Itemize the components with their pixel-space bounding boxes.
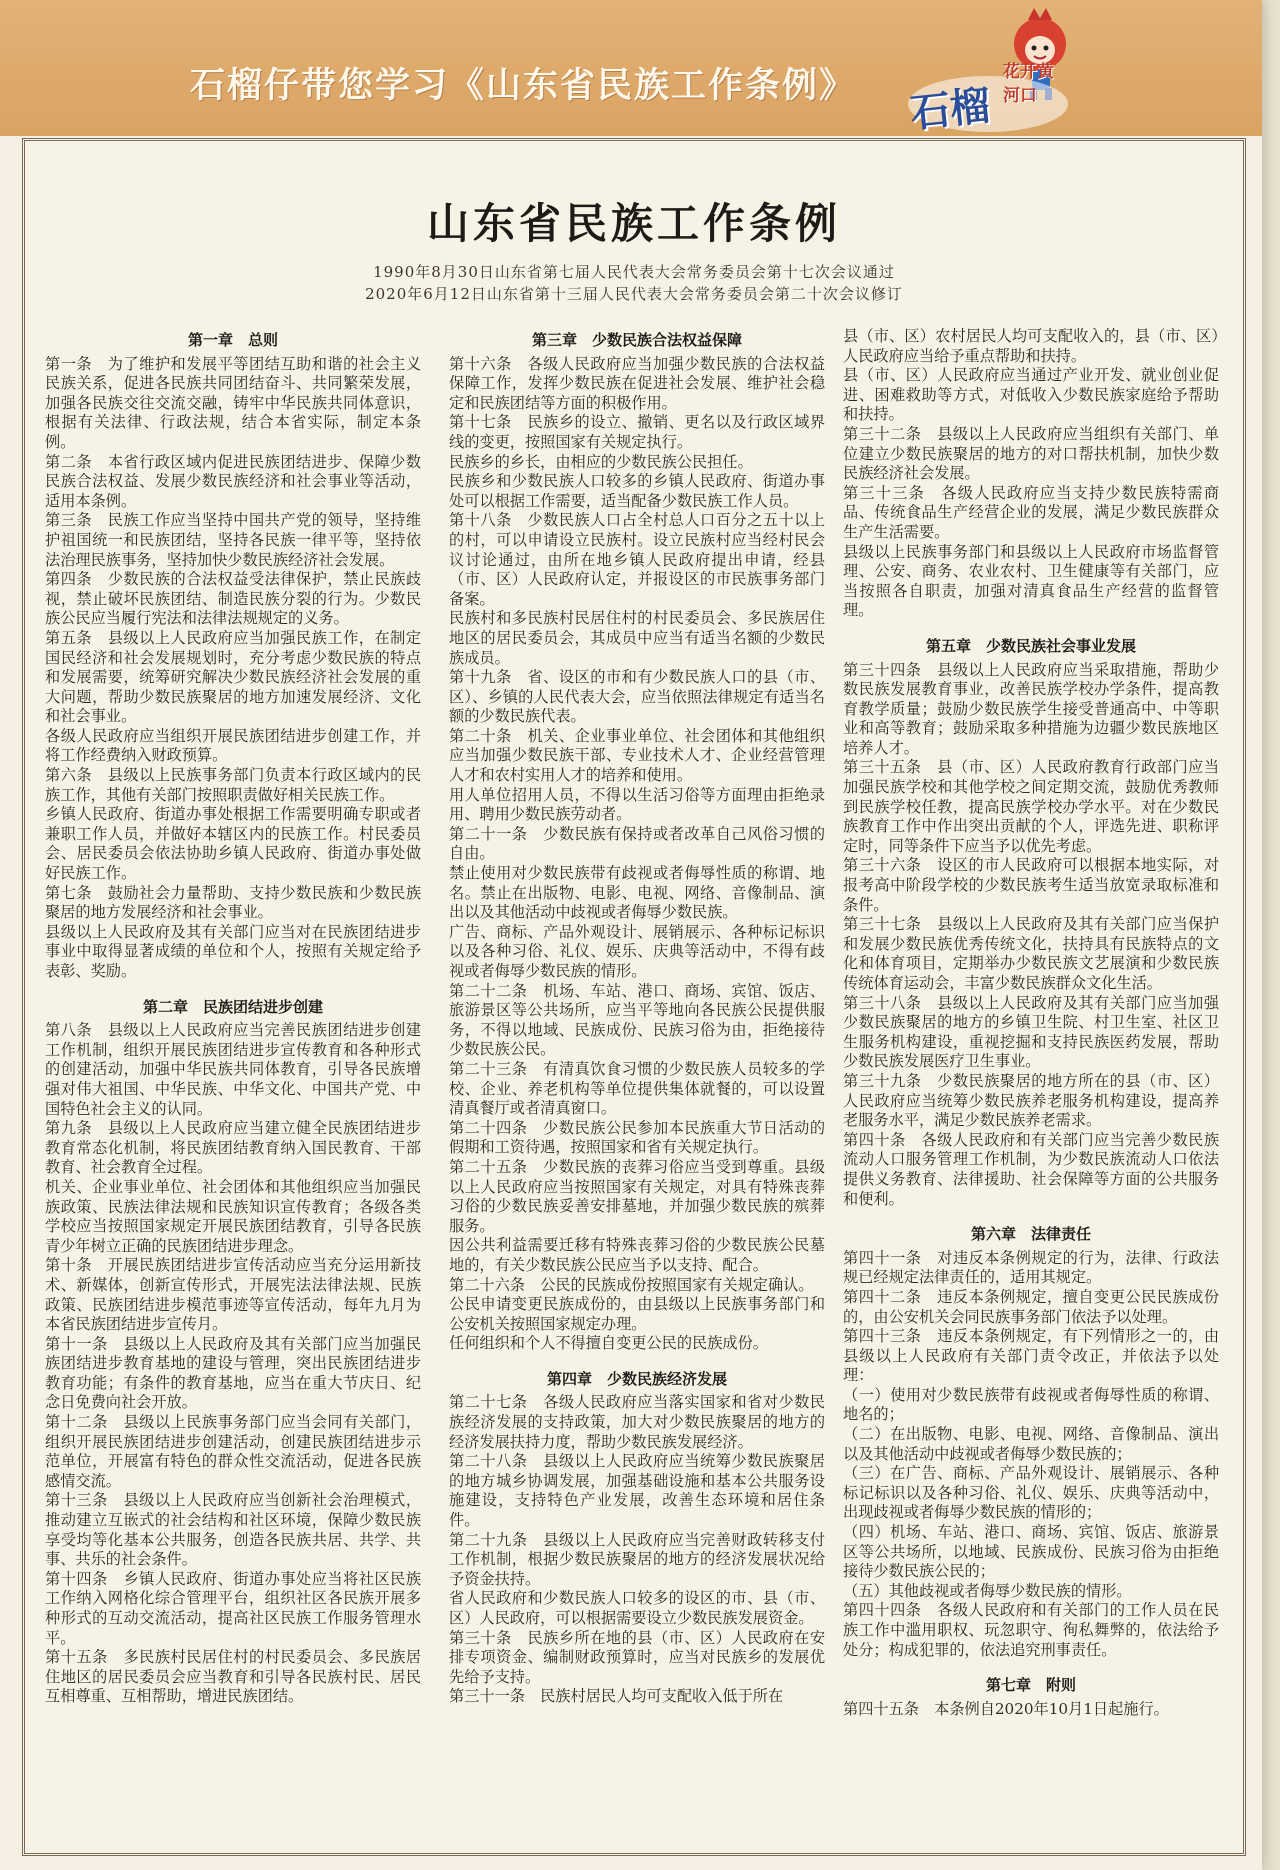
article-paragraph: 广告、商标、产品外观设计、展销展示、各种标记标识以及各种习俗、礼仪、娱乐、庆典等活动中，不得有歧视或者侮辱少数民族的情形。 (449, 922, 825, 980)
article-paragraph: 第二十一条 少数民族有保持或者改革自己风俗习惯的自由。 (449, 824, 825, 863)
document-board (22, 138, 1246, 1856)
article-paragraph: 第三十四条 县级以上人民政府应当采取措施，帮助少数民族发展教育事业，改善民族学校办学条件，提高教育教学质量；鼓励少数民族学生接受普通高中、中等职业和高等教育；鼓励采取多种措施为边疆少数民族地区培养人才。 (843, 660, 1219, 757)
article-paragraph: 县级以上人民政府及其有关部门应当对在民族团结进步事业中取得显著成绩的单位和个人，按照有关规定给予表彰、奖励。 (45, 922, 421, 980)
article-paragraph: 第四十一条 对违反本条例规定的行为，法律、行政法规已经规定法律责任的，适用其规定。 (843, 1248, 1219, 1287)
article-paragraph: （五）其他歧视或者侮辱少数民族的情形。 (843, 1581, 1132, 1600)
article-paragraph: 第十二条 县级以上民族事务部门应当会同有关部门，组织开展民族团结进步创建活动，创建民族团结进步示范单位，开展富有特色的群众性交流活动，促进各民族感情交流。 (45, 1413, 421, 1490)
article-paragraph: 第十九条 省、设区的市和有少数民族人口的县（市、区）、乡镇的人民代表大会，应当依照法律规定有适当名额的少数民族代表。 (449, 668, 825, 726)
article-paragraph: 第三十一条 民族村居民人均可支配收入低于所在 (449, 1687, 784, 1706)
article-paragraph: （四）机场、车站、港口、商场、宾馆、饭店、旅游景区等公共场所，以地域、民族成份、民族习俗为由拒绝接待少数民族公民的； (843, 1523, 1219, 1581)
article-paragraph: 第二十条 机关、企业事业单位、社会团体和其他组织应当加强少数民族干部、专业技术人才、企业经营管理人才和农村实用人才的培养和使用。 (449, 726, 825, 785)
article-paragraph: 第十七条 民族乡的设立、撤销、更名以及行政区域界线的变更，按照国家有关规定执行。 (449, 413, 825, 451)
article-paragraph: 第二条 本省行政区域内促进民族团结进步、保障少数民族合法权益、发展少数民族经济和社会事业等活动，适用本条例。 (45, 452, 421, 510)
article-paragraph: 第二十九条 县级以上人民政府应当完善财政转移支付工作机制，根据少数民族聚居的地方的经济发展状况给予资金扶持。 (449, 1530, 825, 1588)
article-paragraph: 第二十三条 有清真饮食习惯的少数民族人员较多的学校、企业、养老机构等单位提供集体就餐的，可以设置清真餐厅或者清真窗口。 (449, 1059, 825, 1118)
article-paragraph: 第七条 鼓励社会力量帮助、支持少数民族和少数民族聚居的地方发展经济和社会事业。 (45, 883, 421, 922)
article-paragraph: 省人民政府和少数民族人口较多的设区的市、县（市、区）人民政府，可以根据需要设立少数民族发展资金。 (449, 1589, 825, 1627)
logo-sub-text: 花开黄河口 (1003, 62, 1054, 106)
chapter-heading: 第六章 法律责任 (970, 1225, 1091, 1244)
text-column-1 (45, 327, 421, 1707)
article-paragraph: 第二十二条 机场、车站、港口、商场、宾馆、饭店、旅游景区等公共场所，应当平等地向各民族公民提供服务，不得以地域、民族成份、民族习俗为由，拒绝接待少数民族公民。 (449, 981, 825, 1059)
article-paragraph: 第四十二条 违反本条例规定，擅自变更公民民族成份的，由公安机关会同民族事务部门依法予以处理。 (843, 1287, 1219, 1326)
article-paragraph: 第一条 为了维护和发展平等团结互助和谐的社会主义民族关系，促进各民族共同团结奋斗、共同繁荣发展，加强各民族交往交流交融，铸牢中华民族共同体意识，根据有关法律、行政法规，结合本省实际，制定本条例。 (45, 354, 421, 451)
article-paragraph: 各级人民政府应当组织开展民族团结进步创建工作，并将工作经费纳入财政预算。 (45, 726, 421, 765)
article-paragraph: 第九条 县级以上人民政府应当建立健全民族团结进步教育常态化机制，将民族团结教育纳入国民教育、干部教育、社会教育全过程。 (45, 1119, 421, 1177)
article-paragraph: 县（市、区）农村居民人均可支配收入的，县（市、区）人民政府应当给予重点帮助和扶持。 (843, 327, 1219, 365)
article-paragraph: 第二十六条 公民的民族成份按照国家有关规定确认。 (449, 1275, 814, 1294)
document-subtitle-2: 2020年6月12日山东省第十三届人民代表大会常务委员会第二十次会议修订 (365, 285, 903, 303)
logo-main-text: 石榴 (908, 82, 993, 138)
article-paragraph: 第十条 开展民族团结进步宣传活动应当充分运用新技术、新媒体，创新宣传形式，开展宪法法律法规、民族政策、民族团结进步模范事迹等宣传活动，每年九月为本省民族团结进步宣传月。 (45, 1256, 421, 1334)
article-paragraph: 第四条 少数民族的合法权益受法律保护，禁止民族歧视，禁止破坏民族团结、制造民族分裂的行为。少数民族公民应当履行宪法和法律法规规定的义务。 (45, 570, 421, 628)
article-paragraph: 第五条 县级以上人民政府应当加强民族工作，在制定国民经济和社会发展规划时，充分考虑少数民族的特点和发展需要，统筹研究解决少数民族经济社会发展的重大问题，帮助少数民族聚居的地方加速发展经济、文化和社会事业。 (45, 628, 421, 726)
chapter-heading: 第三章 少数民族合法权益保障 (531, 331, 742, 349)
article-paragraph: 第十四条 乡镇人民政府、街道办事处应当将社区民族工作纳入网格化综合管理平台，组织社区各民族开展多种形式的互动交流活动，提高社区民族工作服务管理水平。 (45, 1569, 421, 1647)
chapter-heading: 第七章 附则 (985, 1676, 1076, 1695)
article-paragraph: 第六条 县级以上民族事务部门负责本行政区域内的民族工作，其他有关部门按照职责做好相关民族工作。 (45, 766, 421, 804)
article-paragraph: 第十三条 县级以上人民政府应当创新社会治理模式，推动建立互嵌式的社会结构和社区环境，保障少数民族享受均等化基本公共服务，创造各民族共居、共学、共事、共乐的社会条件。 (45, 1491, 421, 1569)
article-paragraph: 第四十条 各级人民政府和有关部门应当完善少数民族流动人口服务管理工作机制，为少数民族流动人口依法提供义务教育、法律援助、社会保障等方面的公共服务和便利。 (843, 1130, 1219, 1208)
article-paragraph: 公民申请变更民族成份的，由县级以上民族事务部门和公安机关按照国家规定办理。 (449, 1295, 825, 1333)
chapter-heading: 第二章 民族团结进步创建 (142, 997, 323, 1016)
article-paragraph: 第四十四条 各级人民政府和有关部门的工作人员在民族工作中滥用职权、玩忽职守、徇私舞弊的，依法给予处分；构成犯罪的，依法追究刑事责任。 (843, 1601, 1219, 1659)
article-paragraph: 乡镇人民政府、街道办事处根据工作需要明确专职或者兼职工作人员，并做好本辖区内的民族工作。村民委员会、居民委员会依法协助乡镇人民政府、街道办事处做好民族工作。 (45, 805, 421, 883)
article-paragraph: 第四十五条 本条例自2020年10月1日起施行。 (843, 1699, 1169, 1718)
article-paragraph: 县（市、区）人民政府应当通过产业开发、就业创业促进、困难救助等方式，对低收入少数民族家庭给予帮助和扶持。 (843, 366, 1219, 424)
header-banner (0, 0, 1262, 136)
article-paragraph: 任何组织和个人不得擅自变更公民的民族成份。 (449, 1334, 768, 1353)
mascot-logo (908, 8, 1078, 136)
article-paragraph: 第二十四条 少数民族公民参加本民族重大节日活动的假期和工资待遇，按照国家和省有关规定执行。 (449, 1118, 825, 1157)
text-column-2 (449, 327, 825, 1707)
article-paragraph: 第二十七条 各级人民政府应当落实国家和省对少数民族经济发展的支持政策，加大对少数民族聚居的地方的经济发展扶持力度，帮助少数民族发展经济。 (449, 1393, 825, 1451)
article-paragraph: 民族村和多民族村民居住村的村民委员会、多民族居住地区的居民委员会，其成员中应当有适当名额的少数民族成员。 (449, 609, 825, 667)
document-subtitle-1: 1990年8月30日山东省第七届人民代表大会常务委员会第十七次会议通过 (373, 263, 895, 281)
article-paragraph: 第三十条 民族乡所在地的县（市、区）人民政府在安排专项资金、编制财政预算时，应当对民族乡的发展优先给予支持。 (449, 1628, 825, 1686)
article-paragraph: 第四十三条 违反本条例规定，有下列情形之一的，由县级以上人民政府有关部门责令改正，并依法予以处理： (843, 1327, 1219, 1385)
article-paragraph: 第八条 县级以上人民政府应当完善民族团结进步创建工作机制，组织开展民族团结进步宣传教育和各种形式的创建活动，加强中华民族共同体教育，引导各民族增强对伟大祖国、中华民族、中华文化、中国共产党、中国特色社会主义的认同。 (45, 1021, 421, 1118)
article-paragraph: 第三条 民族工作应当坚持中国共产党的领导，坚持维护祖国统一和民族团结，坚持各民族一律平等，坚持依法治理民族事务，坚持加快少数民族经济社会发展。 (45, 511, 421, 569)
article-paragraph: 第十五条 多民族村民居住村的村民委员会、多民族居住地区的居民委员会应当教育和引导各民族村民、居民互相尊重、互相帮助，增进民族团结。 (45, 1648, 421, 1706)
article-paragraph: 机关、企业事业单位、社会团体和其他组织应当加强民族政策、民族法律法规和民族知识宣传教育；各级各类学校应当按照国家规定开展民族团结教育，引导各民族青少年树立正确的民族团结进步理念。 (45, 1177, 421, 1255)
article-paragraph: 禁止使用对少数民族带有歧视或者侮辱性质的称谓、地名。禁止在出版物、电影、电视、网络、音像制品、演出以及其他活动中歧视或者侮辱少数民族。 (449, 864, 825, 922)
chapter-heading: 第五章 少数民族社会事业发展 (925, 636, 1136, 655)
article-paragraph: 第三十二条 县级以上人民政府应当组织有关部门、单位建立少数民族聚居的地方的对口帮扶机制，加快少数民族经济社会发展。 (843, 424, 1219, 483)
article-paragraph: 县级以上民族事务部门和县级以上人民政府市场监督管理、公安、商务、农业农村、卫生健康等有关部门，应当按照各自职责，加强对清真食品生产经营的监督管理。 (843, 542, 1219, 620)
chapter-heading: 第四章 少数民族经济发展 (546, 1369, 727, 1388)
article-paragraph: 第三十六条 设区的市人民政府可以根据本地实际，对报考高中阶段学校的少数民族考生适当放宽录取标准和条件。 (843, 856, 1219, 914)
article-paragraph: 民族乡的乡长，由相应的少数民族公民担任。 (449, 452, 753, 471)
article-paragraph: （三）在广告、商标、产品外观设计、展销展示、各种标记标识以及各种习俗、礼仪、娱乐、庆典等活动中，出现歧视或者侮辱少数民族的情形的； (843, 1464, 1219, 1522)
article-paragraph: 第二十八条 县级以上人民政府应当统筹少数民族聚居的地方城乡协调发展，加强基础设施和基本公共服务设施建设，支持特色产业发展，改善生态环境和居住条件。 (449, 1452, 825, 1530)
article-paragraph: 因公共利益需要迁移有特殊丧葬习俗的少数民族公民墓地的，有关少数民族公民应当予以支持、配合。 (449, 1236, 825, 1274)
article-paragraph: 第十八条 少数民族人口占全村总人口百分之五十以上的村，可以申请设立民族村。设立民族村应当经村民会议讨论通过，由所在地乡镇人民政府提出申请，经县（市、区）人民政府认定，并报设区的市民族事务部门备案。 (449, 511, 825, 608)
article-paragraph: （二）在出版物、电影、电视、网络、音像制品、演出以及其他活动中歧视或者侮辱少数民族的； (843, 1425, 1219, 1463)
article-paragraph: 第二十五条 少数民族的丧葬习俗应当受到尊重。县级以上人民政府应当按照国家有关规定，对具有特殊丧葬习俗的少数民族妥善安排墓地，并加强少数民族的殡葬服务。 (449, 1157, 825, 1235)
article-paragraph: 第三十五条 县（市、区）人民政府教育行政部门应当加强民族学校和其他学校之间定期交流，鼓励优秀教师到民族学校任教，提高民族学校办学水平。对在少数民族教育工作中作出突出贡献的个人，评选先进、职称评定时，同等条件下应当予以优先考虑。 (843, 758, 1219, 855)
article-paragraph: 第三十八条 县级以上人民政府及其有关部门应当加强少数民族聚居的地方的乡镇卫生院、村卫生室、社区卫生服务机构建设，重视挖掘和支持民族医药发展，帮助少数民族发展医疗卫生事业。 (843, 993, 1219, 1071)
article-paragraph: 第十六条 各级人民政府应当加强少数民族的合法权益保障工作，发挥少数民族在促进社会发展、维护社会稳定和民族团结等方面的积极作用。 (449, 354, 825, 412)
article-paragraph: （一）使用对少数民族带有歧视或者侮辱性质的称谓、地名的； (843, 1385, 1219, 1424)
article-paragraph: 第三十九条 少数民族聚居的地方所在的县（市、区）人民政府应当统筹少数民族养老服务机构建设，提高养老服务水平，满足少数民族养老需求。 (843, 1071, 1219, 1130)
article-paragraph: 民族乡和少数民族人口较多的乡镇人民政府、街道办事处可以根据工作需要，适当配备少数民族工作人员。 (449, 472, 825, 510)
article-paragraph: 第三十七条 县级以上人民政府及其有关部门应当保护和发展少数民族优秀传统文化，扶持具有民族特点的文化和体育项目，定期举办少数民族文艺展演和少数民族传统体育运动会，丰富少数民族群众文化生活。 (843, 915, 1219, 992)
article-paragraph: 用人单位招用人员，不得以生活习俗等方面理由拒绝录用、聘用少数民族劳动者。 (449, 785, 825, 824)
text-column-3 (843, 327, 1219, 1719)
article-paragraph: 第三十三条 各级人民政府应当支持少数民族特需商品、传统食品生产经营企业的发展，满足少数民族群众生产生活需要。 (843, 483, 1219, 541)
chapter-heading: 第一章 总则 (187, 331, 278, 349)
article-paragraph: 第十一条 县级以上人民政府及其有关部门应当加强民族团结进步教育基地的建设与管理，突出民族团结进步教育功能；有条件的教育基地，应当在重大节庆日、纪念日免费向社会开放。 (45, 1334, 421, 1412)
banner-title: 石榴仔带您学习《山东省民族工作条例》 (190, 66, 857, 106)
document-title: 山东省民族工作条例 (426, 199, 841, 248)
